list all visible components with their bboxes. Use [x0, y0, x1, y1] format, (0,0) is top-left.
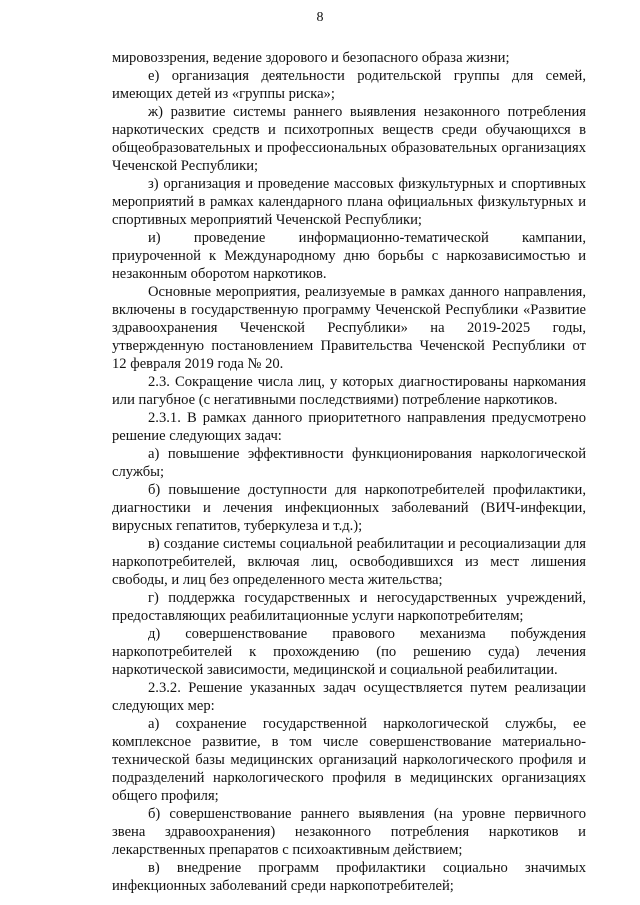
measure-item-b: б) совершенствование раннего выявления (на уровне первичного звена здравоохранения) незаконного потребления наркотиков и лекарственных препаратов с психоактивным действием;	[112, 806, 586, 858]
paragraph-item-zh: ж) развитие системы раннего выявления незаконного потребления наркотических средств и психотропных веществ среди обучающихся в общеобразовательных и профессиональных образовательных организациях Чеченской Республики;	[112, 104, 586, 174]
task-item-b: б) повышение доступности для наркопотребителей профилактики, диагностики и лечения инфекционных заболеваний (ВИЧ-инфекции, вирусных гепатитов, туберкулеза и т.д.);	[112, 482, 586, 534]
section-2-3-heading: 2.3. Сокращение числа лиц, у которых диагностированы наркомания или пагубное (с негативными последствиями) потребление наркотиков.	[112, 374, 586, 408]
task-item-v: в) создание системы социальной реабилитации и ресоциализации для наркопотребителей, включая лиц, освободившихся из мест лишения свободы, и лиц без определенного места жительства;	[112, 536, 586, 588]
paragraph-item-z: з) организация и проведение массовых физкультурных и спортивных мероприятий в рамках календарного плана официальных физкультурных и спортивных мероприятий Чеченской Республики;	[112, 176, 586, 228]
task-item-g: г) поддержка государственных и негосударственных учреждений, предоставляющих реабилитационные услуги наркопотребителям;	[112, 590, 586, 624]
paragraph-continuation: мировоззрения, ведение здорового и безопасного образа жизни;	[112, 50, 510, 66]
section-2-3-2: 2.3.2. Решение указанных задач осуществляется путем реализации следующих мер:	[112, 680, 586, 714]
page-number: 8	[316, 10, 324, 25]
measure-item-v: в) внедрение программ профилактики социально значимых инфекционных заболеваний среди наркопотребителей;	[112, 860, 586, 894]
task-item-d: д) совершенствование правового механизма побуждения наркопотребителей к прохождению (по решению суда) лечения наркотической зависимости, медицинской и социальной реабилитации.	[112, 626, 586, 678]
task-item-a: а) повышение эффективности функционирования наркологической службы;	[112, 446, 586, 480]
section-2-3-1: 2.3.1. В рамках данного приоритетного направления предусмотрено решение следующих задач:	[112, 410, 586, 444]
paragraph-item-e: е) организация деятельности родительской группы для семей, имеющих детей из «группы риска»;	[112, 68, 586, 102]
paragraph-main-activities: Основные мероприятия, реализуемые в рамках данного направления, включены в государственную программу Чеченской Республики «Развитие здравоохранения Чеченской Республики» на 2019-2025 годы, утвержденную постановлением Правительства Чеченской Республики от 12 февраля 2019 года № 20.	[112, 284, 586, 372]
paragraph-item-i: и) проведение информационно-тематической кампании, приуроченной к Международному дню борьбы с наркозависимостью и незаконным оборотом наркотиков.	[112, 230, 586, 282]
document-body	[112, 49, 586, 895]
measure-item-a: а) сохранение государственной наркологической службы, ее комплексное развитие, в том числе совершенствование материально-технической базы медицинских организаций наркологического профиля и подразделений наркологического профиля в медицинских организациях общего профиля;	[112, 716, 586, 804]
